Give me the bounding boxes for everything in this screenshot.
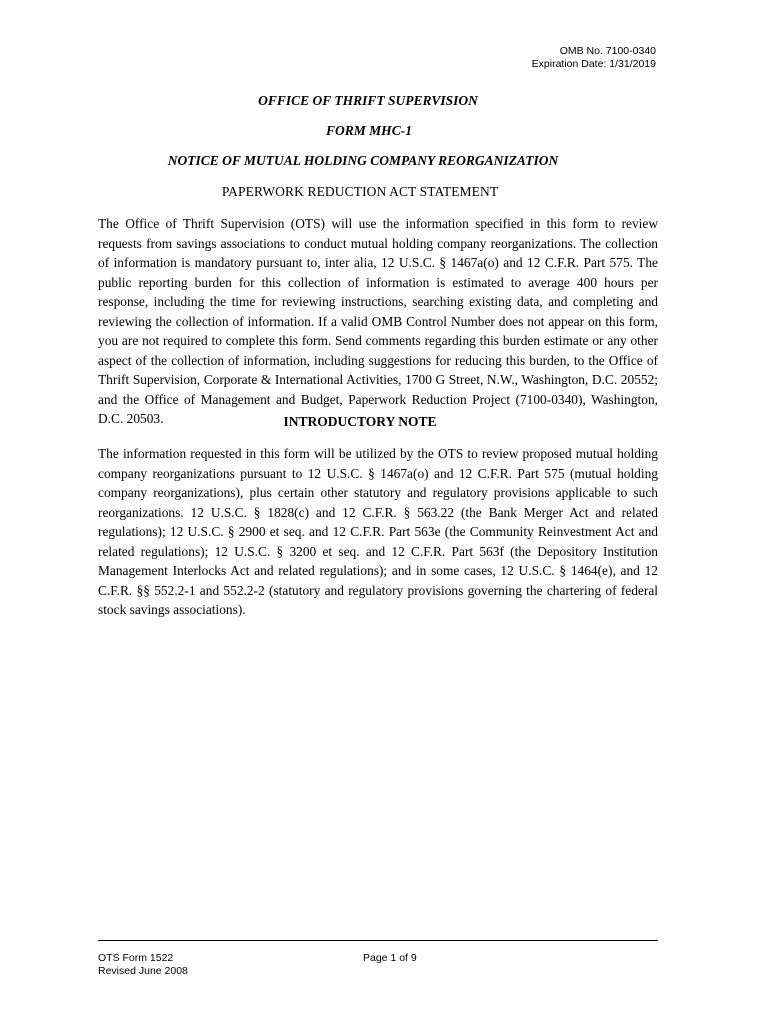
notice-title: NOTICE OF MUTUAL HOLDING COMPANY REORGANIZATION [167,153,559,168]
introductory-body: The information requested in this form will be utilized by the OTS to review proposed mutual holding company reorganizations pursuant to 12 U.S.C. § 1467a(o) and 12 C.F.R. Part 575 (mutual holding company reorganizations), plus certain other statutory and regulatory provisions applicable to such reorganizations. 12 U.S.C. § 1828(c) and 12 C.F.R. § 563.22 (the Bank Merger Act and related regulations); 12 U.S.C. § 2900 et seq. and 12 C.F.R. Part 563e (the Community Reinvestment Act and related regulations); 12 U.S.C. § 3200 et seq. and 12 C.F.R. Part 563f (the Depository Institution Management Interlocks Act and related regulations); and in some cases, 12 U.S.C. § 1464(e), and 12 C.F.R. §§ 552.2-1 and 552.2-2 (statutory and regulatory provisions governing the chartering of federal stock savings associations). [98,446,658,618]
omb-info [532,45,656,71]
paperwork-body: The Office of Thrift Supervision (OTS) will use the information specified in this form to review requests from savings associations to conduct mutual holding company reorganizations. The collection of information is mandatory pursuant to, inter alia, 12 U.S.C. § 1467a(o) and 12 C.F.R. Part 575. The public reporting burden for this collection of information is estimated to average 400 hours per response, including the time for reviewing instructions, searching existing data, and completing and reviewing the collection of information. If a valid OMB Control Number does not appear on this form, you are not required to complete this form. Send comments regarding this burden estimate or any other aspect of the collection of information, including suggestions for reducing this burden, to the Office of Thrift Supervision, Corporate & International Activities, 1700 G Street, N.W., Washington, D.C. 20552; and the Office of Management and Budget, Paperwork Reduction Project (7100-0340), Washington, D.C. 20503. [98,216,658,427]
introductory-heading: INTRODUCTORY NOTE [283,414,437,429]
expiration-date: Expiration Date: 1/31/2019 [531,58,656,70]
footer-revised: Revised June 2008 [98,965,188,977]
footer-form-info [98,952,188,978]
form-title: FORM MHC-1 [326,123,412,138]
agency-title: OFFICE OF THRIFT SUPERVISION [258,93,478,108]
paperwork-heading: PAPERWORK REDUCTION ACT STATEMENT [221,184,499,199]
footer-divider [98,940,658,941]
page-number: Page 1 of 9 [363,952,417,964]
footer-form-number: OTS Form 1522 [98,952,174,964]
omb-number: OMB No. 7100-0340 [559,45,656,57]
